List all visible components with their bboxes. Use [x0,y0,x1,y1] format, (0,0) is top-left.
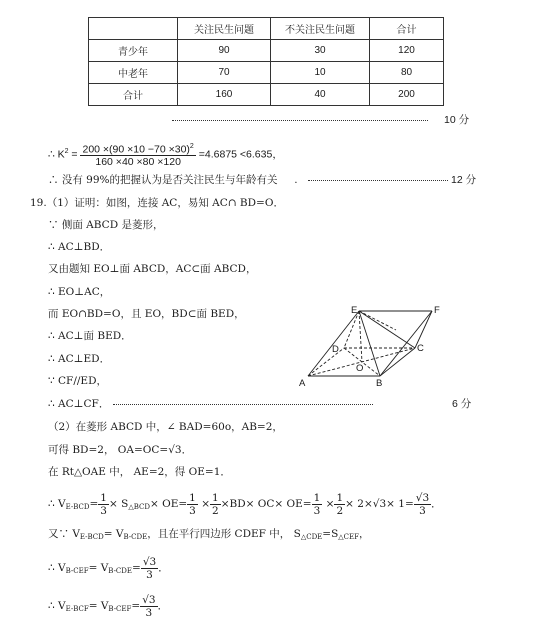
k2-prefix: ∴ K [48,148,65,161]
times-bd: ×BD× OC× OE= [220,498,312,510]
p2-5-c: ，且在平行四边形 CDEF 中， S [147,528,301,540]
dot-leader [172,113,428,127]
figure-label-d: D [332,344,339,355]
k2-formula: ∴ $K^2$ = $\frac{200 \times(90 \times 10 -70 \times 30)^2}{160 \times 40 \times 80 \times 120}$ =4.6875 <6.635， [48,142,283,169]
q19-line-1: 19.（1）证明：如图，连接 AC，易知 AC∩ BD=O． [30,197,284,209]
q19-line-5: ∴ EO⊥AC， [48,286,111,298]
frac-den: 2 [212,504,219,517]
k2-num-exp: 2 [189,142,194,150]
k2-denominator: 160 ×40 ×80 ×120 [95,156,181,169]
sub-bcef: B-CEF [108,605,132,613]
frac-num: 1 [313,491,321,504]
p2-6-a: ∴ V [48,562,66,574]
table-row [89,62,444,84]
s-sub: △BCD [128,503,150,511]
p2-5-d: =S [322,528,339,540]
times-s: × S [108,498,129,510]
q19-line-6: 而 EO∩BD=O，且 EO，BD⊂面 BED， [48,308,245,320]
times-two: × 2× [345,498,373,510]
figure-label-a: A [299,378,306,389]
edge-fb [380,311,432,376]
p2-6-b: = V [88,562,109,574]
times-one: × 1= [386,498,414,510]
frac-num: √3 [142,555,157,568]
sub-bcde: B-CDE [108,567,133,575]
contingency-table [88,17,444,106]
figure-label-b: B [376,378,383,389]
fraction-one-third [98,492,109,517]
frac-num: 1 [336,491,344,504]
edge-ec [359,311,415,348]
figure-label-c: C [417,343,424,354]
fraction-one-half [210,492,221,517]
table-row [89,40,444,62]
frac-num: 1 [189,491,196,504]
fraction-sqrt3-over-3 [414,492,431,517]
q19-line-10-text: ∴ AC⊥CF． [48,398,110,410]
equals: = [89,498,99,510]
p2-line-4: ∴ $V_{E-BCD}=$ $\frac{1}{3}$ × $S_{\triangle BCD}\times OE=$ $\frac{1}{3}$ × $\frac{1}{2}$ ×BD× OC× OE= $\frac{1}{3}$ × $\frac{1}{2}$ × 2×√3× 1= $\frac{√3}{3}$ ． [48,491,442,517]
table-cell: 中老年 [89,62,178,84]
conclusion-text: ∴ 没有 99%的把握认为是否关注民生与年龄有关 [48,174,278,186]
p2-line-6: ∴ $V_{B-CEF}= V_{B-CDE}=$ $\frac{√3}{3}$ ． [48,555,169,581]
sub-ebcf: E-BCF [65,605,89,613]
p2-line-3: 在 Rt△OAE 中， AE=2，得 OE=1． [48,466,231,478]
v-sub: E-BCD [65,503,90,511]
figure-label-o: O [356,363,364,374]
sqrt3: √3 [372,498,387,510]
edge-ed [344,311,359,348]
table-cell: 200 [370,84,444,106]
q19-line-7: ∴ AC⊥面 BED． [48,330,132,342]
p2-line-2: 可得 BD=2， OA=OC=√3． [48,444,193,456]
table-cell: 30 [271,40,370,62]
q19-line-4: 又由题知 EO⊥面 ABCD，AC⊂面 ABCD， [48,263,257,275]
q19-line-3: ∴ AC⊥BD． [48,241,111,253]
p2-line-7: ∴ $V_{E-BCF}= V_{B-CEF}=$ $\frac{√3}{3}$ ． [48,593,169,619]
table-cell: 10 [271,62,370,84]
p2-line-5: 又∵ $V_{E-BCD}= V_{B-CDE}$，且在平行四边形 CDEF 中， $S_{\triangle CDE}=S_{\triangle CEF}$， [48,528,370,541]
fraction-sqrt3-over-3 [140,594,157,619]
frac-den: 2 [336,504,344,517]
k2-numerator: 200 ×(90 ×10 −70 ×30) [82,143,190,156]
table-header-row [89,18,444,40]
frac-num: √3 [142,593,156,606]
fraction-one-half [334,492,345,517]
frac-den: 3 [145,606,153,619]
table-row [89,84,444,106]
geometry-figure [298,300,448,392]
figure-label-e: E [351,305,358,316]
q19-line-10 [48,397,373,411]
frac-num: 1 [100,491,107,504]
times-oe: × OE= [149,498,188,510]
figure-label-f: F [434,305,440,316]
frac-den: 3 [313,504,321,517]
sub-ebcd: E-BCD [79,533,104,541]
k2-exponent: 2 [64,148,69,155]
k2-result: =4.6875 <6.635， [198,148,283,161]
frac-den: 3 [146,568,153,581]
conclusion-line: ∴ 没有 99%的把握认为是否关注民生与年龄有关 . [48,173,448,187]
table-header-cell: 合计 [370,18,444,40]
frac-den: 3 [189,504,196,517]
fraction-one-third [187,492,198,517]
p2-5-b: = V [103,528,124,540]
table-cell: 70 [178,62,271,84]
p2-line-1: （2）在菱形 ABCD 中，∠ BAD=60o，AB=2， [48,421,283,433]
p2-5-a: 又∵ V [48,528,80,540]
table-cell: 合计 [89,84,178,106]
sub-bcde: B-CDE [123,533,148,541]
frac-den: 3 [100,504,107,517]
sub-cde: △CDE [300,533,323,541]
table-cell: 90 [178,40,271,62]
k2-fraction [80,141,195,169]
table-header-cell [89,18,178,40]
table-cell: 160 [178,84,271,106]
table-header-cell: 关注民生问题 [178,18,271,40]
sqrt3: √3 [168,444,182,456]
q19-line-2: ∵ 侧面 ABCD 是菱形， [48,219,164,231]
sub-bcef: B-CEF [65,567,89,575]
fraction-one-third [312,492,323,517]
p2-line-2-text: 可得 BD=2， OA=OC= [48,444,169,456]
q19-line-8: ∴ AC⊥ED． [48,353,111,365]
p2-7-b: = V [88,600,109,612]
score-label: 10 分 [444,114,470,126]
q19-line-9: ∵ CF//ED， [48,375,107,387]
frac-den: 3 [419,504,426,517]
score-label: 6 分 [452,398,472,410]
frac-num: √3 [415,491,430,504]
frac-num: 1 [212,491,219,504]
table-header-cell: 不关注民生问题 [271,18,370,40]
score-label: 12 分 [451,174,477,186]
v-prefix: ∴ V [48,498,66,510]
table-cell: 青少年 [89,40,178,62]
table-cell: 40 [271,84,370,106]
table-cell: 80 [370,62,444,84]
sub-cef: △CEF [338,533,360,541]
table-cell: 120 [370,40,444,62]
p2-7-a: ∴ V [48,600,66,612]
fraction-sqrt3-over-3 [141,556,158,581]
